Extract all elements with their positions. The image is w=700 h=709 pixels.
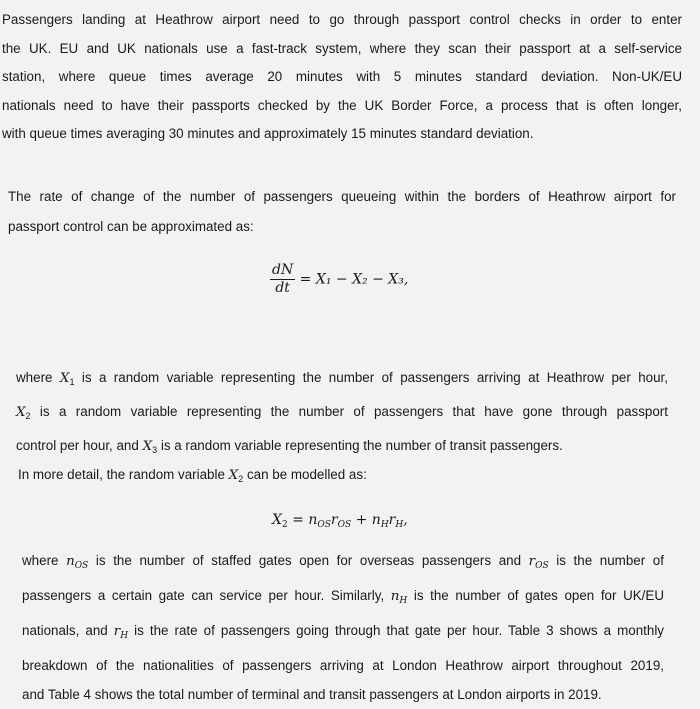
paragraph-x2-model <box>18 461 668 494</box>
math-var: X <box>228 468 239 483</box>
paragraph-random-variables <box>16 363 668 465</box>
paragraph-passport-control <box>2 6 682 149</box>
text-line: nationals, and $r_H$ is the rate of passengers going through that gate per hour. Table 3 shows a monthly <box>22 623 665 641</box>
math-var: X <box>142 439 153 454</box>
text-line: the UK. EU and UK nationals use a fast-track system, where they scan their passport at a self-service <box>2 40 682 56</box>
fraction-denominator: dt <box>275 280 290 296</box>
fraction-numerator: dN <box>272 262 294 278</box>
text: can be modelled as: <box>243 467 367 482</box>
text: is a random variable representing the number of passengers arriving at Heathrow per hour, <box>74 370 668 385</box>
text: is the number of gates open for UK/EU <box>407 588 664 603</box>
text-line <box>18 461 668 494</box>
paragraph-rate-of-change <box>8 182 676 242</box>
math-var: X <box>16 405 26 420</box>
text-line: with queue times averaging 30 minutes and approximately 15 minutes standard deviation. <box>2 126 534 141</box>
text-line: station, where queue times average 20 minutes with 5 minutes standard deviation. Non-UK/EU <box>2 69 682 84</box>
text-line: where $n_{OS}$ is the number of staffed gates open for overseas passengers and $r_{OS}$ is the number of <box>22 553 664 571</box>
text-line: nationals need to have their passports checked by the UK Border Force, a process that is often longer, <box>2 97 682 113</box>
text: is a random variable representing the number of passengers that have gone through passport <box>30 404 668 419</box>
text: passengers a certain gate can service per hour. Similarly, <box>22 588 391 603</box>
paragraph-gates <box>22 546 664 709</box>
subscript: 2 <box>25 411 31 421</box>
text-line <box>16 431 668 465</box>
text: is a random variable representing the number of transit passengers. <box>157 438 563 453</box>
text: In more detail, the random variable <box>18 467 229 482</box>
subscript: 2 <box>238 474 244 484</box>
text: is the number of staffed gates open for overseas passengers and <box>88 553 529 568</box>
equation-x2: $X_2 = n_{OS}r_{OS} + n_Hr_H$, <box>272 512 408 530</box>
subscript: 1 <box>69 377 75 387</box>
text: is the number of <box>548 553 664 568</box>
text-line: The rate of change of the number of passengers queueing within the borders of Heathrow airport for <box>8 189 676 204</box>
text-line: Passengers landing at Heathrow airport need to go through passport control checks in order to enter <box>2 12 682 27</box>
text: is the rate of passengers going through that gate per hour. Table 3 shows a monthly <box>128 623 665 638</box>
text-line <box>16 363 668 397</box>
math-var: X <box>59 371 70 386</box>
fraction <box>270 262 295 297</box>
subscript: 3 <box>152 445 158 455</box>
text-line <box>16 397 668 431</box>
text-line: passengers a certain gate can service per hour. Similarly, $n_H$ is the number of gates open for UK/EU <box>22 588 664 606</box>
text: nationals, and <box>22 623 114 638</box>
text-line: breakdown of the nationalities of passengers arriving at London Heathrow airport throughout 2019, <box>22 658 664 673</box>
text-line: and Table 4 shows the total number of terminal and transit passengers at London airports in 2019. <box>22 687 602 702</box>
text-line: passport control can be approximated as: <box>8 219 254 234</box>
text: where <box>16 370 60 385</box>
text: where <box>22 553 67 568</box>
text: control per hour, and <box>16 438 143 453</box>
equation-rhs: = X₁ − X₂ − X₃, <box>299 271 409 288</box>
equation-dn-dt <box>270 262 408 297</box>
